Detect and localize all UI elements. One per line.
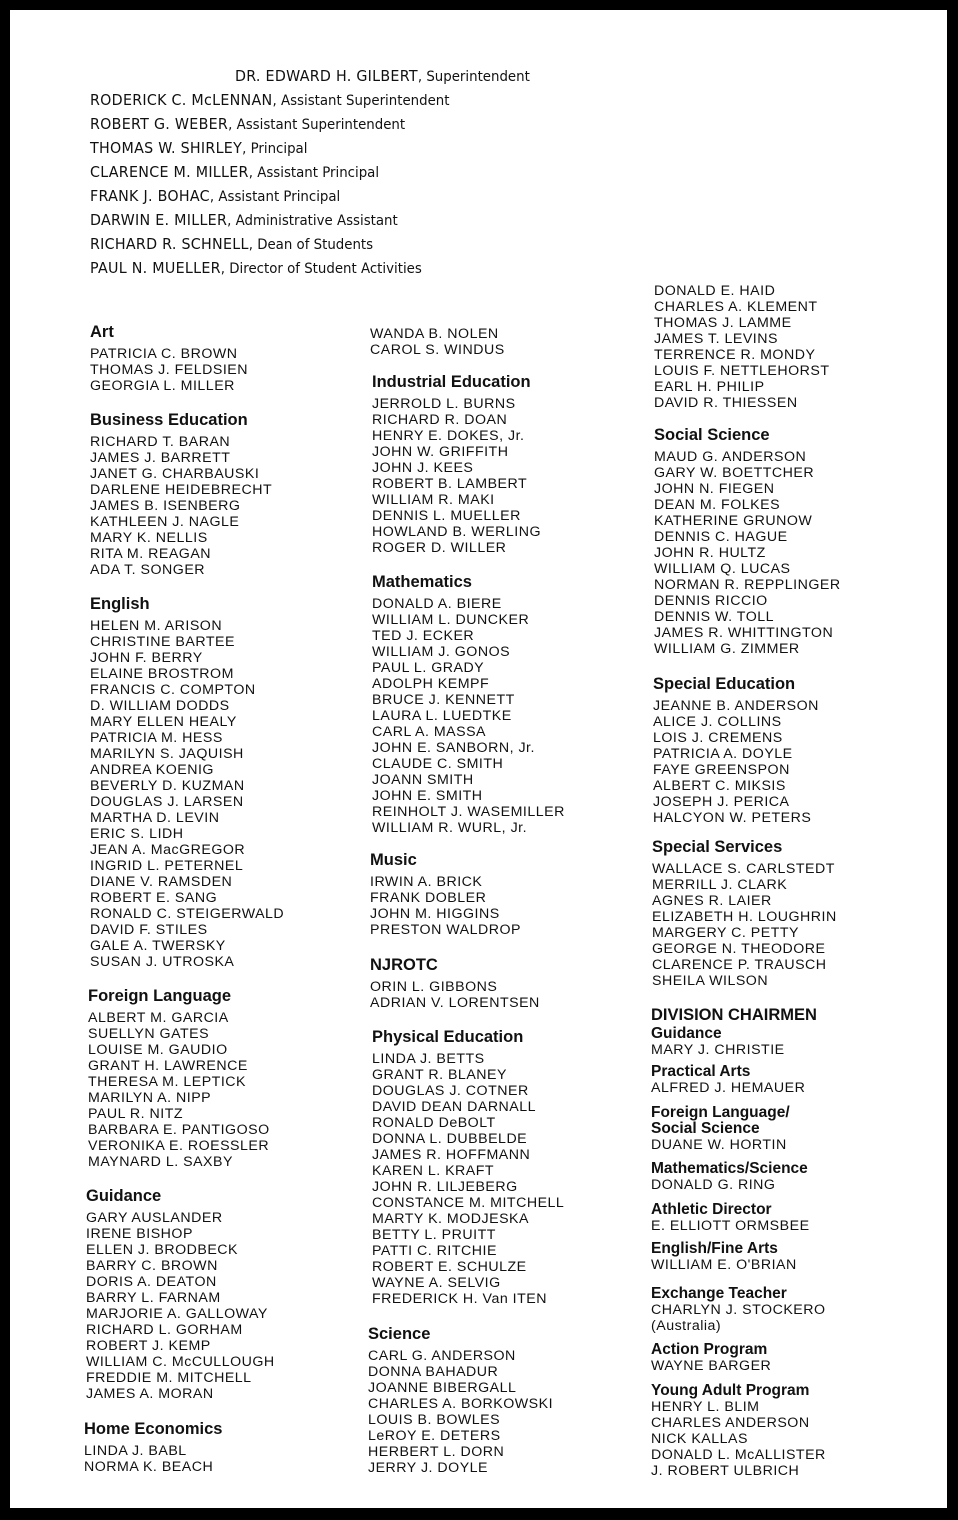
staff-name: FRANK DOBLER bbox=[370, 890, 487, 906]
staff-name: MARY ELLEN HEALY bbox=[90, 714, 237, 730]
chairman-name: DONALD G. RING bbox=[651, 1177, 776, 1193]
staff-name: CLARENCE P. TRAUSCH bbox=[652, 957, 827, 973]
division-heading: Social Science bbox=[651, 1120, 760, 1137]
staff-name: SUELLYN GATES bbox=[88, 1026, 210, 1042]
staff-name: HALCYON W. PETERS bbox=[653, 810, 812, 826]
department-heading: Social Science bbox=[654, 426, 770, 444]
chairman-name: NICK KALLAS bbox=[651, 1431, 748, 1447]
department-heading: English bbox=[90, 595, 150, 613]
department-heading: Industrial Education bbox=[372, 373, 531, 391]
admin-title: , Assistant Principal bbox=[209, 189, 341, 205]
chairman-name: CHARLES ANDERSON bbox=[651, 1415, 810, 1431]
chairman-name: MARY J. CHRISTIE bbox=[651, 1042, 785, 1058]
staff-name: RONALD C. STEIGERWALD bbox=[90, 906, 285, 922]
staff-name: RITA M. REAGAN bbox=[90, 546, 212, 562]
staff-name: DAVID DEAN DARNALL bbox=[372, 1099, 537, 1115]
department-section bbox=[90, 594, 284, 970]
staff-name: WAYNE A. SELVIG bbox=[372, 1275, 501, 1291]
admin-entry bbox=[90, 187, 340, 205]
staff-name: JAMES A. MORAN bbox=[86, 1386, 214, 1402]
staff-name: WILLIAM G. ZIMMER bbox=[654, 641, 800, 657]
staff-name: FAYE GREENSPON bbox=[653, 762, 790, 778]
staff-name: GEORGE N. THEODORE bbox=[652, 941, 826, 957]
staff-name: ORIN L. GIBBONS bbox=[370, 979, 498, 995]
staff-name: LINDA J. BETTS bbox=[372, 1051, 485, 1067]
staff-name: ALBERT M. GARCIA bbox=[88, 1010, 229, 1026]
staff-name: CHRISTINE BARTEE bbox=[90, 634, 235, 650]
staff-name: GALE A. TWERSKY bbox=[90, 938, 226, 954]
chairman-name: J. ROBERT ULBRICH bbox=[651, 1463, 800, 1479]
staff-name: RONALD DeBOLT bbox=[372, 1115, 496, 1131]
admin-entry bbox=[90, 235, 373, 253]
department-section bbox=[370, 850, 521, 938]
staff-name: PATTI C. RITCHIE bbox=[372, 1243, 497, 1259]
division-group bbox=[651, 1241, 797, 1273]
department-section bbox=[90, 410, 272, 578]
staff-name: LOUIS F. NETTLEHORST bbox=[654, 363, 830, 379]
division-group bbox=[651, 1161, 808, 1193]
chairman-name: (Australia) bbox=[651, 1318, 722, 1334]
staff-name: WILLIAM C. McCULLOUGH bbox=[86, 1354, 275, 1370]
staff-name: ANDREA KOENIG bbox=[90, 762, 214, 778]
department-section bbox=[90, 322, 248, 394]
department-section bbox=[370, 326, 505, 358]
admin-name: THOMAS W. SHIRLEY bbox=[90, 139, 243, 157]
staff-name: JOHN R. LILJEBERG bbox=[372, 1179, 518, 1195]
admin-name: ROBERT G. WEBER bbox=[90, 115, 229, 133]
staff-name: JOHN F. BERRY bbox=[90, 650, 203, 666]
department-heading: Physical Education bbox=[372, 1028, 524, 1046]
staff-name: MARILYN S. JAQUISH bbox=[90, 746, 244, 762]
staff-name: SUSAN J. UTROSKA bbox=[90, 954, 235, 970]
chairman-name: WILLIAM E. O'BRIAN bbox=[651, 1257, 797, 1273]
staff-name: DENNIS RICCIO bbox=[654, 593, 768, 609]
staff-name: PATRICIA C. BROWN bbox=[90, 346, 238, 362]
staff-name: DOUGLAS J. COTNER bbox=[372, 1083, 529, 1099]
division-heading: Exchange Teacher bbox=[651, 1285, 787, 1302]
department-heading: Special Services bbox=[652, 838, 783, 856]
staff-name: LAURA L. LUEDTKE bbox=[372, 708, 512, 724]
staff-name: THOMAS J. FELDSIEN bbox=[90, 362, 248, 378]
admin-title: , Administrative Assistant bbox=[227, 213, 398, 229]
staff-name: JERROLD L. BURNS bbox=[372, 396, 516, 412]
staff-name: PATRICIA A. DOYLE bbox=[653, 746, 793, 762]
staff-name: IRENE BISHOP bbox=[86, 1226, 193, 1242]
staff-name: JAMES B. ISENBERG bbox=[90, 498, 241, 514]
chairman-name: ALFRED J. HEMAUER bbox=[651, 1080, 806, 1096]
staff-name: JOHN N. FIEGEN bbox=[654, 481, 775, 497]
staff-name: WILLIAM R. WURL, Jr. bbox=[372, 820, 528, 836]
staff-name: MERRILL J. CLARK bbox=[652, 877, 788, 893]
staff-name: CHARLES A. BORKOWSKI bbox=[368, 1396, 554, 1412]
staff-name: LOUIS B. BOWLES bbox=[368, 1412, 501, 1428]
staff-name: NORMAN R. REPPLINGER bbox=[654, 577, 841, 593]
staff-name: IRWIN A. BRICK bbox=[370, 874, 483, 890]
division-heading: Mathematics/Science bbox=[651, 1160, 808, 1177]
staff-name: HENRY E. DOKES, Jr. bbox=[372, 428, 525, 444]
staff-name: EARL H. PHILIP bbox=[654, 379, 765, 395]
admin-entry bbox=[90, 115, 405, 133]
staff-name: CHARLES A. KLEMENT bbox=[654, 299, 818, 315]
staff-name: ALBERT C. MIKSIS bbox=[653, 778, 786, 794]
admin-title: , Superintendent bbox=[417, 69, 530, 85]
department-heading: Special Education bbox=[653, 675, 796, 693]
department-section bbox=[370, 955, 540, 1011]
staff-name: JOHN W. GRIFFITH bbox=[372, 444, 509, 460]
staff-name: LOUISE M. GAUDIO bbox=[88, 1042, 228, 1058]
staff-name: DONNA BAHADUR bbox=[368, 1364, 499, 1380]
staff-name: HERBERT L. DORN bbox=[368, 1444, 505, 1460]
division-heading: Action Program bbox=[651, 1341, 768, 1358]
division-group bbox=[651, 1202, 810, 1234]
admin-entry bbox=[90, 259, 422, 277]
staff-name: ROBERT E. SANG bbox=[90, 890, 218, 906]
staff-name: KAREN L. KRAFT bbox=[372, 1163, 495, 1179]
admin-title: , Dean of Students bbox=[248, 237, 374, 253]
admin-name: PAUL N. MUELLER bbox=[90, 259, 221, 277]
department-heading: Music bbox=[370, 851, 417, 869]
staff-name: GARY AUSLANDER bbox=[86, 1210, 223, 1226]
department-section bbox=[653, 674, 819, 826]
staff-name: JEAN A. MacGREGOR bbox=[90, 842, 246, 858]
staff-name: WILLIAM J. GONOS bbox=[372, 644, 511, 660]
staff-name: GARY W. BOETTCHER bbox=[654, 465, 815, 481]
department-section bbox=[654, 283, 830, 411]
chairman-name: WAYNE BARGER bbox=[651, 1358, 772, 1374]
department-section bbox=[372, 1027, 564, 1307]
staff-name: JEANNE B. ANDERSON bbox=[653, 698, 819, 714]
admin-title: , Assistant Principal bbox=[248, 165, 380, 181]
staff-name: LeROY E. DETERS bbox=[368, 1428, 501, 1444]
staff-name: JAMES J. BARRETT bbox=[90, 450, 231, 466]
staff-name: MARY K. NELLIS bbox=[90, 530, 208, 546]
staff-name: RICHARD L. GORHAM bbox=[86, 1322, 243, 1338]
department-section bbox=[652, 837, 837, 989]
admin-title: , Director of Student Activities bbox=[220, 261, 422, 277]
division-group bbox=[651, 1105, 790, 1153]
department-heading: Guidance bbox=[86, 1187, 162, 1205]
admin-entry bbox=[90, 211, 398, 229]
chairman-name: E. ELLIOTT ORMSBEE bbox=[651, 1218, 810, 1234]
staff-name: WILLIAM R. MAKI bbox=[372, 492, 495, 508]
staff-name: ELLEN J. BRODBECK bbox=[86, 1242, 238, 1258]
department-section bbox=[654, 425, 841, 657]
staff-name: DONALD E. HAID bbox=[654, 283, 776, 299]
staff-name: MARGERY C. PETTY bbox=[652, 925, 800, 941]
staff-name: BRUCE J. KENNETT bbox=[372, 692, 515, 708]
staff-name: CARL A. MASSA bbox=[372, 724, 486, 740]
department-section bbox=[372, 372, 541, 556]
staff-name: PAUL R. NITZ bbox=[88, 1106, 184, 1122]
staff-name: DARLENE HEIDEBRECHT bbox=[90, 482, 273, 498]
staff-name: KATHLEEN J. NAGLE bbox=[90, 514, 240, 530]
staff-name: INGRID L. PETERNEL bbox=[90, 858, 244, 874]
staff-name: HOWLAND B. WERLING bbox=[372, 524, 542, 540]
staff-name: MARILYN A. NIPP bbox=[88, 1090, 212, 1106]
department-heading: Business Education bbox=[90, 411, 248, 429]
staff-name: CONSTANCE M. MITCHELL bbox=[372, 1195, 565, 1211]
staff-name: ROBERT B. LAMBERT bbox=[372, 476, 528, 492]
chairman-name: DUANE W. HORTIN bbox=[651, 1137, 787, 1153]
staff-name: ROGER D. WILLER bbox=[372, 540, 507, 556]
division-group bbox=[651, 1383, 826, 1479]
staff-name: DONNA L. DUBBELDE bbox=[372, 1131, 528, 1147]
staff-name: FREDDIE M. MITCHELL bbox=[86, 1370, 252, 1386]
staff-name: LOIS J. CREMENS bbox=[653, 730, 783, 746]
admin-title: , Assistant Superintendent bbox=[272, 93, 450, 109]
staff-name: DAVID F. STILES bbox=[90, 922, 208, 938]
staff-name: DENNIS C. HAGUE bbox=[654, 529, 788, 545]
division-heading: Athletic Director bbox=[651, 1201, 772, 1218]
staff-name: WANDA B. NOLEN bbox=[370, 326, 499, 342]
staff-name: JAMES R. HOFFMANN bbox=[372, 1147, 531, 1163]
staff-name: MARTHA D. LEVIN bbox=[90, 810, 220, 826]
staff-name: WALLACE S. CARLSTEDT bbox=[652, 861, 835, 877]
staff-name: JOANN SMITH bbox=[372, 772, 474, 788]
staff-name: ALICE J. COLLINS bbox=[653, 714, 782, 730]
department-heading: Foreign Language bbox=[88, 987, 232, 1005]
department-section bbox=[84, 1419, 222, 1475]
staff-name: CARL G. ANDERSON bbox=[368, 1348, 516, 1364]
staff-name: TED J. ECKER bbox=[372, 628, 475, 644]
division-heading: English/Fine Arts bbox=[651, 1240, 778, 1257]
admin-name: RODERICK C. McLENNAN bbox=[90, 91, 273, 109]
staff-name: VERONIKA E. ROESSLER bbox=[88, 1138, 270, 1154]
staff-name: WILLIAM Q. LUCAS bbox=[654, 561, 791, 577]
staff-name: ERIC S. LIDH bbox=[90, 826, 184, 842]
division-heading: Foreign Language/ bbox=[651, 1104, 790, 1121]
staff-name: THOMAS J. LAMME bbox=[654, 315, 792, 331]
admin-title: , Principal bbox=[242, 141, 308, 157]
division-group bbox=[651, 1342, 771, 1374]
staff-name: BEVERLY D. KUZMAN bbox=[90, 778, 245, 794]
staff-name: PAUL L. GRADY bbox=[372, 660, 485, 676]
staff-name: ROBERT E. SCHULZE bbox=[372, 1259, 527, 1275]
staff-name: JOHN J. KEES bbox=[372, 460, 474, 476]
staff-name: PATRICIA M. HESS bbox=[90, 730, 223, 746]
directory-page bbox=[10, 10, 947, 1508]
division-heading: Guidance bbox=[651, 1025, 722, 1042]
staff-name: WILLIAM L. DUNCKER bbox=[372, 612, 530, 628]
staff-name: HELEN M. ARISON bbox=[90, 618, 223, 634]
staff-name: JERRY J. DOYLE bbox=[368, 1460, 489, 1476]
staff-name: DAVID R. THIESSEN bbox=[654, 395, 798, 411]
staff-name: BARBARA E. PANTIGOSO bbox=[88, 1122, 270, 1138]
staff-name: GRANT H. LAWRENCE bbox=[88, 1058, 248, 1074]
staff-name: PRESTON WALDROP bbox=[370, 922, 521, 938]
chairman-name: DONALD L. McALLISTER bbox=[651, 1447, 826, 1463]
division-group bbox=[651, 1026, 785, 1058]
staff-name: DENNIS W. TOLL bbox=[654, 609, 775, 625]
staff-name: KATHERINE GRUNOW bbox=[654, 513, 813, 529]
staff-name: LINDA J. BABL bbox=[84, 1443, 187, 1459]
staff-name: MARJORIE A. GALLOWAY bbox=[86, 1306, 268, 1322]
staff-name: JOANNE BIBERGALL bbox=[368, 1380, 517, 1396]
division-group bbox=[651, 1064, 805, 1096]
staff-name: DOUGLAS J. LARSEN bbox=[90, 794, 244, 810]
staff-name: ROBERT J. KEMP bbox=[86, 1338, 211, 1354]
staff-name: DEAN M. FOLKES bbox=[654, 497, 781, 513]
staff-name: DORIS A. DEATON bbox=[86, 1274, 217, 1290]
admin-entry bbox=[90, 91, 449, 109]
division-heading: Practical Arts bbox=[651, 1063, 751, 1080]
staff-name: BARRY C. BROWN bbox=[86, 1258, 218, 1274]
department-heading: Science bbox=[368, 1325, 431, 1343]
department-heading: Art bbox=[90, 323, 114, 341]
staff-name: ADOLPH KEMPF bbox=[372, 676, 490, 692]
staff-name: REINHOLT J. WASEMILLER bbox=[372, 804, 565, 820]
admin-entry bbox=[90, 139, 307, 157]
staff-name: RICHARD T. BARAN bbox=[90, 434, 231, 450]
department-section bbox=[86, 1186, 275, 1402]
staff-name: MARTY K. MODJESKA bbox=[372, 1211, 529, 1227]
staff-name: CLAUDE C. SMITH bbox=[372, 756, 504, 772]
division-group bbox=[651, 1286, 826, 1334]
admin-entry bbox=[90, 163, 379, 181]
staff-name: JOSEPH J. PERICA bbox=[653, 794, 790, 810]
department-heading: Mathematics bbox=[372, 573, 472, 591]
staff-name: D. WILLIAM DODDS bbox=[90, 698, 230, 714]
staff-name: THERESA M. LEPTICK bbox=[88, 1074, 247, 1090]
admin-name: FRANK J. BOHAC bbox=[90, 187, 210, 205]
division-heading: Young Adult Program bbox=[651, 1382, 810, 1399]
department-section bbox=[368, 1324, 553, 1476]
staff-name: DIANE V. RAMSDEN bbox=[90, 874, 233, 890]
staff-name: JAMES R. WHITTINGTON bbox=[654, 625, 834, 641]
staff-name: AGNES R. LAIER bbox=[652, 893, 772, 909]
staff-name: BETTY L. PRUITT bbox=[372, 1227, 496, 1243]
department-heading: NJROTC bbox=[370, 956, 438, 974]
staff-name: ADA T. SONGER bbox=[90, 562, 206, 578]
staff-name: MAUD G. ANDERSON bbox=[654, 449, 807, 465]
staff-name: BARRY L. FARNAM bbox=[86, 1290, 221, 1306]
division-chairmen-title: DIVISION CHAIRMEN bbox=[651, 1006, 817, 1024]
admin-name: CLARENCE M. MILLER bbox=[90, 163, 249, 181]
staff-name: FRANCIS C. COMPTON bbox=[90, 682, 256, 698]
staff-name: DENNIS L. MUELLER bbox=[372, 508, 521, 524]
staff-name: RICHARD R. DOAN bbox=[372, 412, 508, 428]
staff-name: ADRIAN V. LORENTSEN bbox=[370, 995, 540, 1011]
department-heading: Home Economics bbox=[84, 1420, 223, 1438]
chairman-name: CHARLYN J. STOCKERO bbox=[651, 1302, 826, 1318]
staff-name: NORMA K. BEACH bbox=[84, 1459, 214, 1475]
admin-name: RICHARD R. SCHNELL bbox=[90, 235, 249, 253]
chairman-name: HENRY L. BLIM bbox=[651, 1399, 760, 1415]
staff-name: MAYNARD L. SAXBY bbox=[88, 1154, 233, 1170]
staff-name: ELAINE BROSTROM bbox=[90, 666, 234, 682]
department-section bbox=[88, 986, 270, 1170]
staff-name: GRANT R. BLANEY bbox=[372, 1067, 507, 1083]
admin-name: DARWIN E. MILLER bbox=[90, 211, 228, 229]
staff-name: ELIZABETH H. LOUGHRIN bbox=[652, 909, 837, 925]
department-section bbox=[372, 572, 565, 836]
staff-name: GEORGIA L. MILLER bbox=[90, 378, 235, 394]
staff-name: JANET G. CHARBAUSKI bbox=[90, 466, 260, 482]
staff-name: TERRENCE R. MONDY bbox=[654, 347, 816, 363]
staff-name: FREDERICK H. Van ITEN bbox=[372, 1291, 547, 1307]
staff-name: JOHN E. SANBORN, Jr. bbox=[372, 740, 535, 756]
staff-name: DONALD A. BIERE bbox=[372, 596, 502, 612]
staff-name: SHEILA WILSON bbox=[652, 973, 769, 989]
staff-name: JOHN M. HIGGINS bbox=[370, 906, 500, 922]
staff-name: JOHN R. HULTZ bbox=[654, 545, 766, 561]
staff-name: JAMES T. LEVINS bbox=[654, 331, 778, 347]
admin-entry bbox=[235, 67, 530, 85]
staff-name: CAROL S. WINDUS bbox=[370, 342, 505, 358]
staff-name: JOHN E. SMITH bbox=[372, 788, 483, 804]
admin-title: , Assistant Superintendent bbox=[228, 117, 406, 133]
admin-name: DR. EDWARD H. GILBERT bbox=[235, 67, 418, 85]
